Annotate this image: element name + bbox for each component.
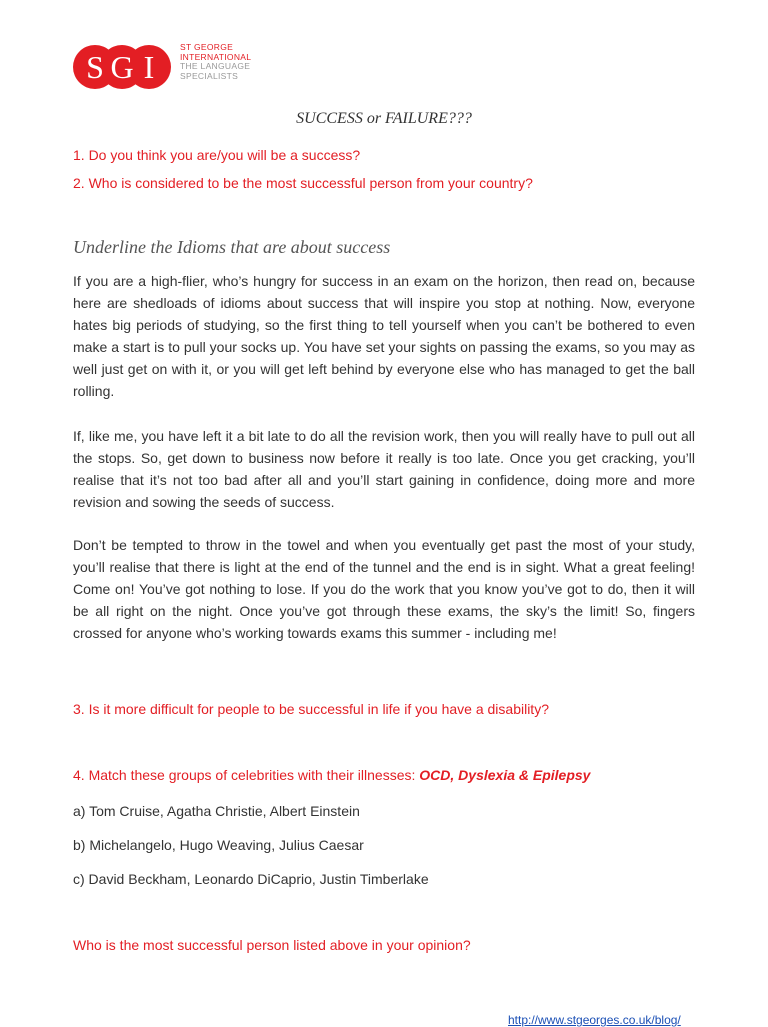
question-4-text: 4. Match these groups of celebrities with their illnesses: [73, 767, 420, 783]
paragraph-1: If you are a high-flier, who’s hungry for success in an exam on the horizon, then read on, because here are shedloads of idioms about success that will inspire you stop at nothing. Now, everyone hates big periods of studying, so the first thing to tell yourself when you can’t be bothered to even make a start is to pull your socks up. You have set your sights on passing the exams, so you may as well just get on with it, or you will get left behind by everyone else who has managed to get the ball rolling. [73, 273, 695, 399]
svg-text:G: G [110, 49, 134, 85]
section-heading: Underline the Idioms that are about success [73, 237, 391, 257]
option-a: a) Tom Cruise, Agatha Christie, Albert Einstein [73, 803, 360, 819]
logo-brand-line-2: INTERNATIONAL [180, 51, 252, 62]
question-2: 2. Who is considered to be the most successful person from your country? [73, 175, 533, 191]
svg-text:I: I [143, 49, 155, 85]
option-b: b) Michelangelo, Hugo Weaving, Julius Caesar [73, 837, 364, 853]
sgi-logo [72, 42, 262, 94]
option-c: c) David Beckham, Leonardo DiCaprio, Justin Timberlake [73, 871, 429, 887]
question-3: 3. Is it more difficult for people to be successful in life if you have a disability? [73, 701, 549, 717]
question-1: 1. Do you think you are/you will be a success? [73, 147, 361, 163]
svg-text:S: S [86, 49, 104, 85]
paragraph-2: If, like me, you have left it a bit late to do all the revision work, then you will really have to pull out all the stops. So, get down to business now before it really is too late. Once you get cracking, you’ll realise that it’s not too bad after all and you’ll start gaining in confidence, doing more and more revision and sowing the seeds of success. [73, 428, 695, 510]
paragraph-3: Don’t be tempted to throw in the towel and when you eventually get past the most of your study, you’ll realise that there is light at the end of the tunnel and the end is in sight. What a great feeling! Come on! You’ve got nothing to lose. If you do the work that you know you’ve got to do, then it will be all right on the night. Once you’ve got through these exams, the sky’s the limit! So, fingers crossed for anyone who’s working towards exams this summer - including me! [73, 537, 695, 641]
sgi-logo-mark [72, 42, 172, 92]
question-4-emphasis: OCD, Dyslexia & Epilepsy [419, 767, 591, 783]
final-question: Who is the most successful person listed above in your opinion? [73, 937, 471, 953]
logo-wordmark [180, 43, 251, 81]
logo-tagline-2: SPECIALISTS [180, 70, 239, 81]
question-4 [73, 767, 590, 783]
logo-brand-line-1: ST GEORGE [180, 42, 234, 52]
footer-blog-link[interactable]: http://www.stgeorges.co.uk/blog/ [508, 1013, 681, 1027]
page-title: SUCCESS or FAILURE??? [296, 110, 472, 127]
logo-tagline-1: THE LANGUAGE [180, 61, 251, 71]
